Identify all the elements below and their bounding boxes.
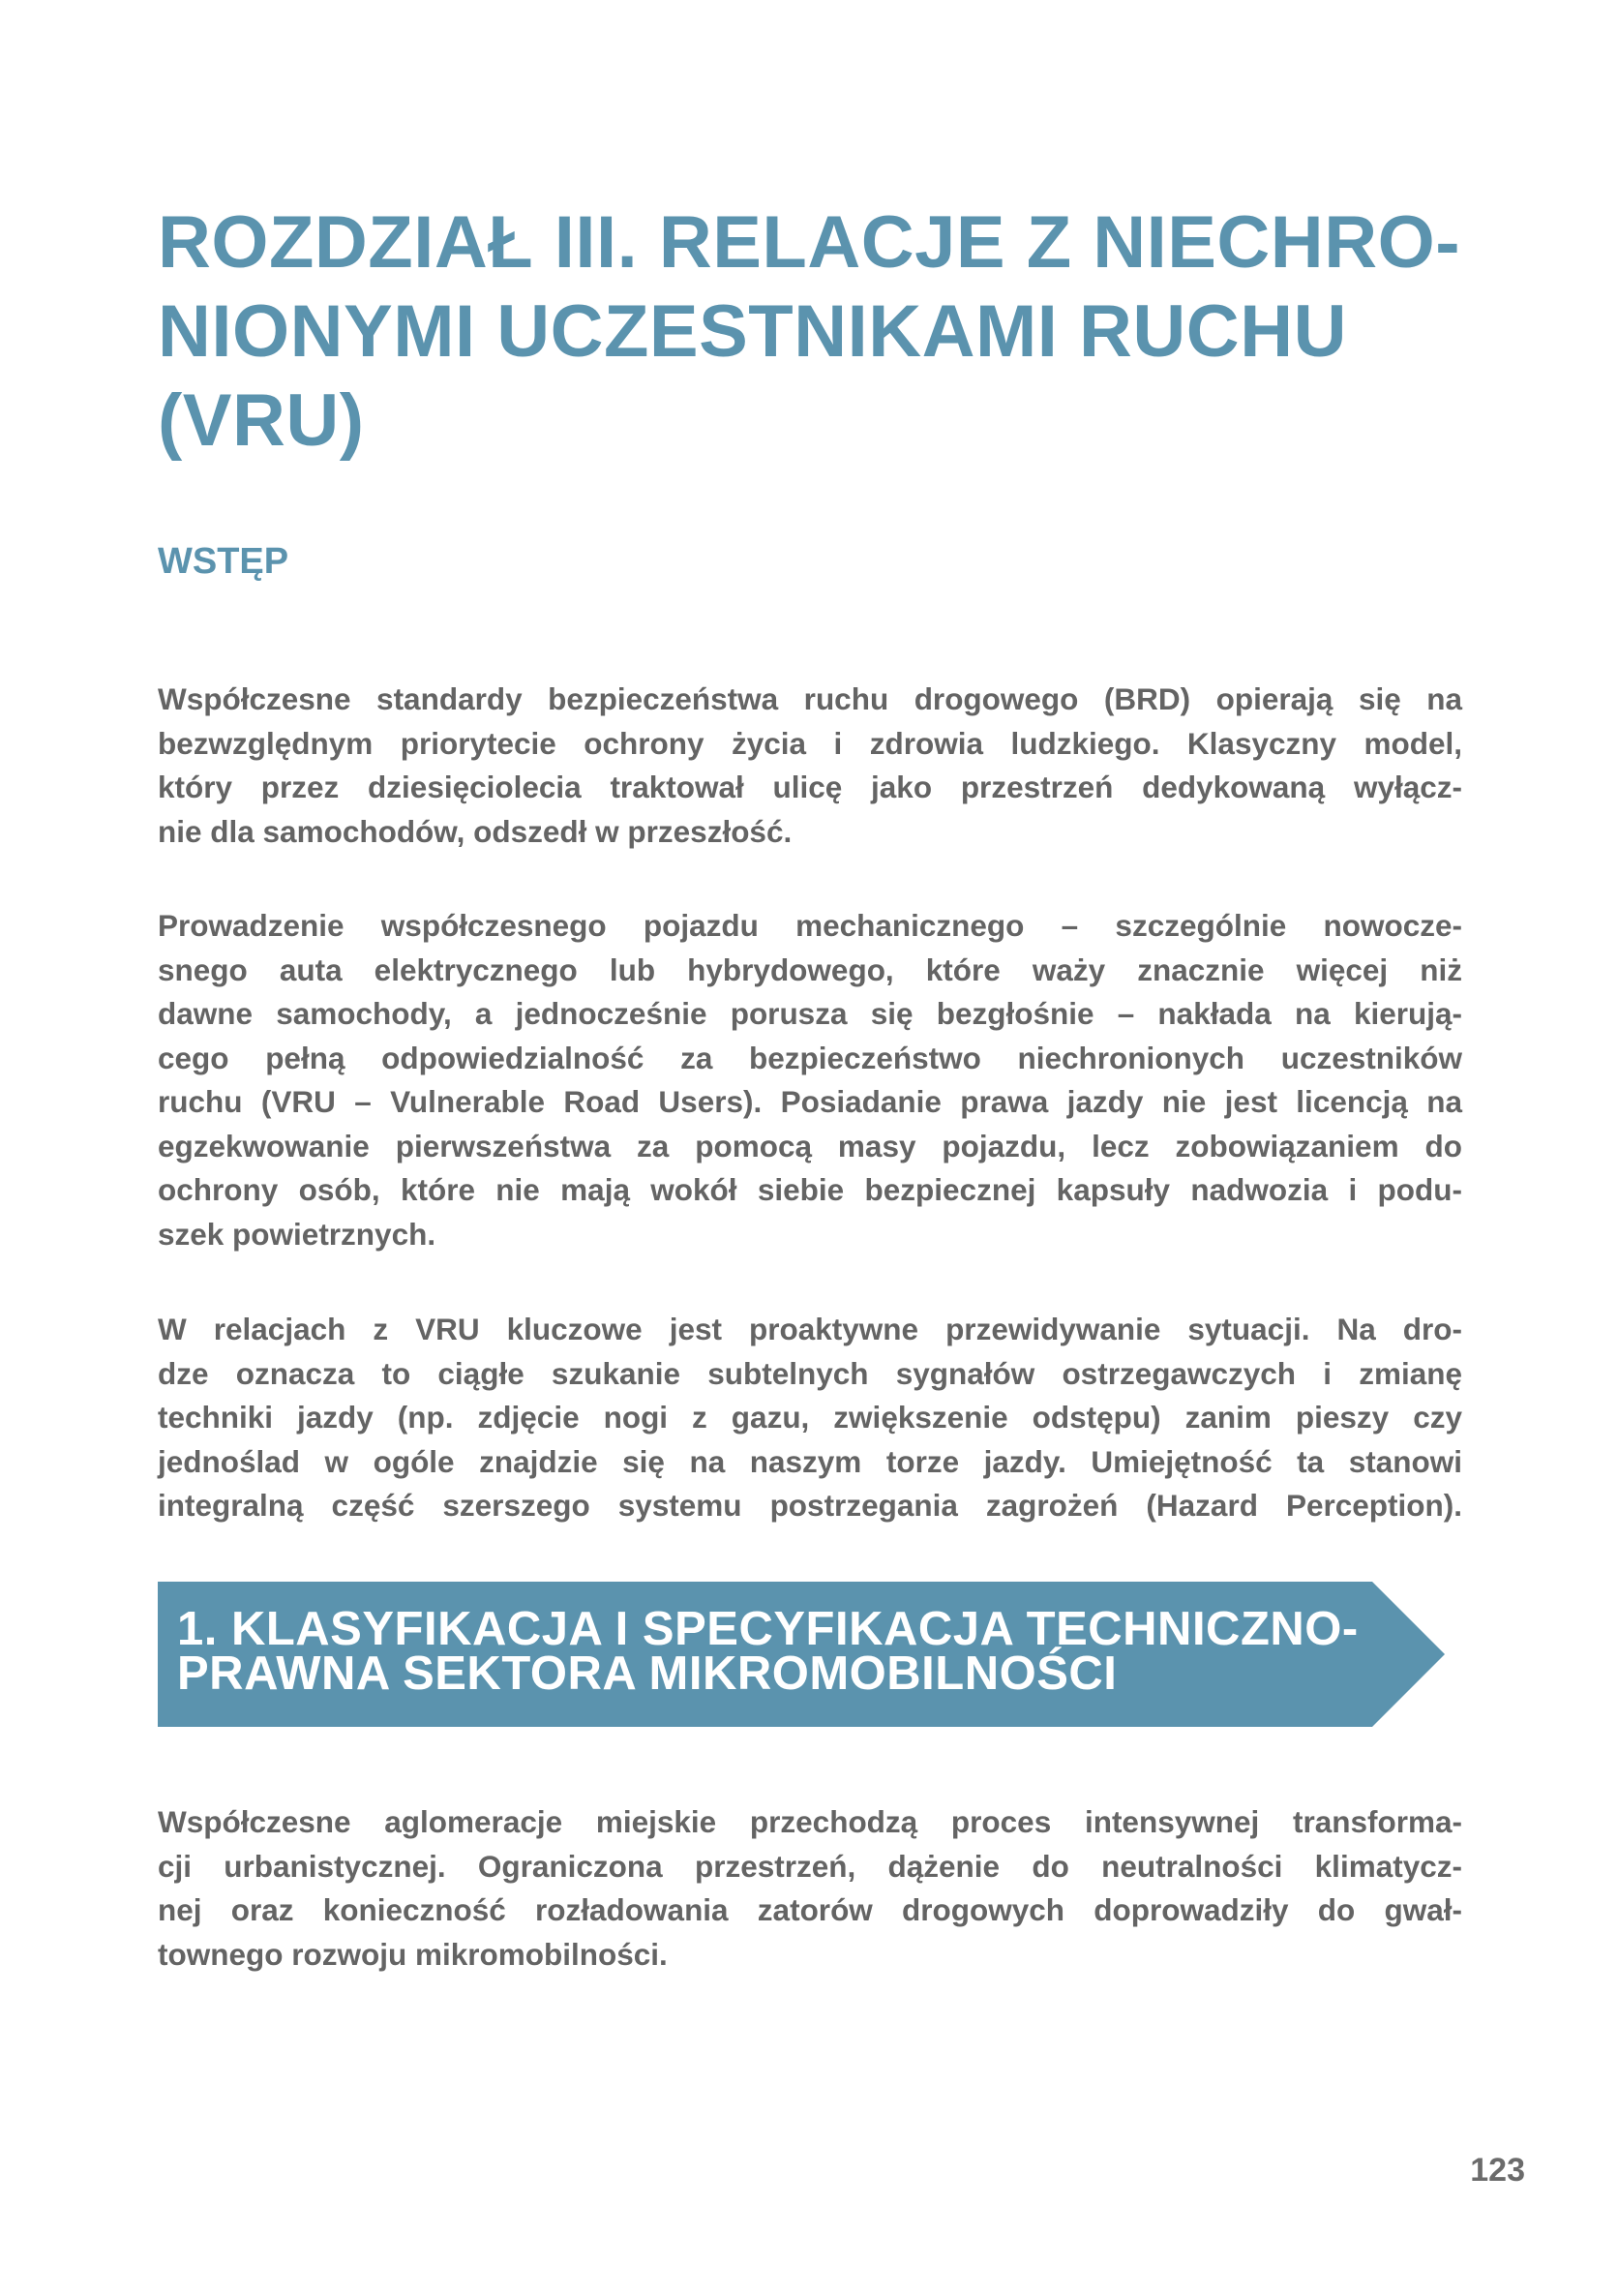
- text-line: integralną część szerszego systemu postrzegania zagrożeń (Hazard Perception).: [158, 1488, 1462, 1523]
- text-line: W relacjach z VRU kluczowe jest proaktywne przewidywanie sytuacji. Na dro-: [158, 1312, 1462, 1346]
- text-line: Współczesne standardy bezpieczeństwa ruchu drogowego (BRD) opierają się na: [158, 681, 1462, 716]
- text-line: cji urbanistycznej. Ograniczona przestrzeń, dążenie do neutralności klimatycz-: [158, 1848, 1462, 1884]
- text-line: bezwzględnym priorytecie ochrony życia i zdrowia ludzkiego. Klasyczny model,: [158, 725, 1462, 761]
- text-line: Współczesne aglomeracje miejskie przechodzą proces intensywnej transforma-: [158, 1804, 1462, 1839]
- text-line: który przez dziesięciolecia traktował ulicę jako przestrzeń dedykowaną wyłącz-: [158, 770, 1462, 804]
- text-line: techniki jazdy (np. zdjęcie nogi z gazu, zwiększenie odstępu) zanim pieszy czy: [158, 1400, 1462, 1435]
- text-line: nie dla samochodów, odszedł w przeszłość.: [158, 813, 793, 849]
- intro-paragraph-2: [158, 904, 1462, 1256]
- text-line: ochrony osób, które nie mają wokół siebie bezpiecznej kapsuły nadwozia i podu-: [158, 1172, 1462, 1207]
- text-line: ruchu (VRU – Vulnerable Road Users). Posiadanie prawa jazdy nie jest licencją na: [158, 1084, 1462, 1119]
- text-line: nej oraz konieczność rozładowania zatorów drogowych doprowadziły do gwał-: [158, 1892, 1462, 1927]
- intro-paragraph-3: [158, 1308, 1462, 1528]
- chapter-title: [158, 198, 1464, 466]
- text-line: egzekwowanie pierwszeństwa za pomocą masy pojazdu, lecz zobowiązaniem do: [158, 1128, 1462, 1163]
- section-title: [177, 1603, 1359, 1700]
- text-line: snego auta elektrycznego lub hybrydowego, które waży znacznie więcej niż: [158, 952, 1462, 987]
- section-banner: [158, 1582, 1445, 1727]
- text-line: jednoślad w ogóle znajdzie się na naszym torze jazdy. Umiejętność ta stanowi: [158, 1443, 1462, 1479]
- chapter-title-line: (VRU): [158, 379, 365, 462]
- text-line: cego pełną odpowiedzialność za bezpieczeństwo niechronionych uczestników: [158, 1040, 1462, 1075]
- chapter-title-line: NIONYMI UCZESTNIKAMI RUCHU: [158, 290, 1347, 373]
- intro-heading: WSTĘP: [158, 541, 289, 582]
- intro-paragraph-1: [158, 678, 1462, 854]
- text-line: dawne samochody, a jednocześnie porusza się bezgłośnie – nakłada na kierują-: [158, 996, 1462, 1031]
- text-line: Prowadzenie współczesnego pojazdu mechanicznego – szczególnie nowocze-: [158, 908, 1462, 943]
- section-title-line: 1. KLASYFIKACJA I SPECYFIKACJA TECHNICZNO-: [177, 1603, 1359, 1655]
- text-line: dze oznacza to ciągłe szukanie subtelnych sygnałów ostrzegawczych i zmianę: [158, 1355, 1462, 1391]
- text-line: townego rozwoju mikromobilności.: [158, 1936, 668, 1972]
- section-title-line: PRAWNA SEKTORA MIKROMOBILNOŚCI: [177, 1647, 1118, 1700]
- section-paragraph-1: [158, 1800, 1462, 1977]
- chapter-title-line: ROZDZIAŁ III. RELACJE Z NIECHRO-: [158, 201, 1460, 284]
- text-line: szek powietrznych.: [158, 1216, 436, 1252]
- page-number: 123: [1470, 2152, 1525, 2189]
